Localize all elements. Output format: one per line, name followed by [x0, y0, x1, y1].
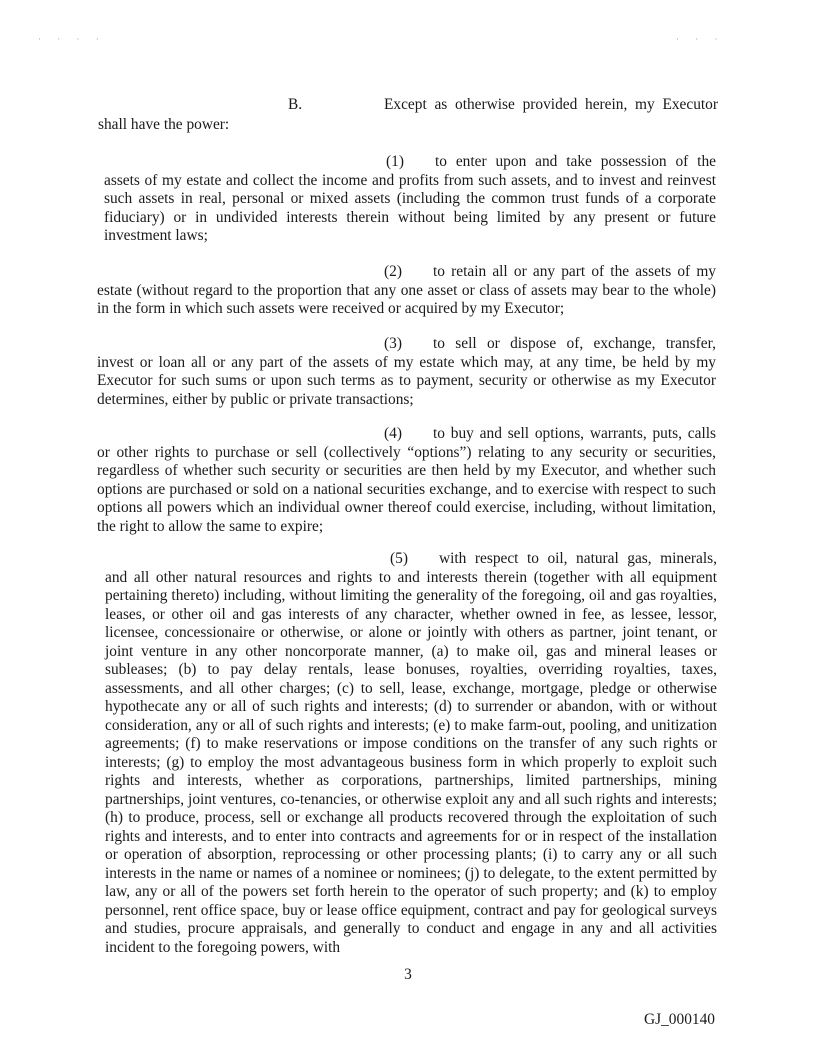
paragraph-first-line [386, 153, 716, 172]
bates-number: GJ_000140 [644, 1011, 715, 1028]
power-paragraph [104, 153, 716, 246]
paragraph-body: and all other natural resources and rights to and interests therein (together with all equipment pertaining thereto) including, without limiting the generality of the foregoing, oil and gas royalties, leases, or other oil and gas interests of any character, whether owned in fee, as lessee, lessor, licensee, concessionaire or otherwise, or alone or jointly with others as partner, joint tenant, or joint venture in any other noncorporate manner, (a) to make oil, gas and mineral leases or subleases; (b) to pay delay rentals, lease bonuses, royalties, overriding royalties, taxes, assessments, and all other charges; (c) to sell, lease, exchange, mortgage, pledge or otherwise hypothecate any or all of such rights and interests; (d) to surrender or abandon, with or without consideration, any or all of such rights and interests; (e) to make farm-out, pooling, and unitization agreements; (f) to make reservations or impose conditions on the transfer of any such rights or interests; (g) to employ the most advantageous business form in which properly to exploit such rights and interests, whether as corporations, partnerships, limited partnerships, mining partnerships, joint ventures, co-tenancies, or otherwise exploit any and all such rights and interests; (h) to produce, process, sell or exchange all products recovered through the exploitation of such rights and interests, and to enter into contracts and agreements for or in respect of the installation or operation of absorption, reprocessing or other processing plants; (i) to carry any or all such interests in the name or names of a nominee or nominees; (j) to delegate, to the extent permitted by law, any or all of the powers set forth herein to the operator of such property; and (k) to employ personnel, rent office space, buy or lease office equipment, contract and pay for geological surveys and studies, procure appraisals, and generally to conduct and engage in any and all activities incident to the foregoing powers, with [105, 568, 717, 956]
page-number: 3 [404, 966, 412, 983]
paragraph-number: (1) [386, 153, 404, 170]
power-paragraph [97, 263, 716, 319]
power-paragraph [97, 425, 716, 536]
paragraph-body: estate (without regard to the proportion that any one asset or class of assets may bear to the whole) in the form in which such assets were received or acquired by my Executor; [97, 281, 716, 317]
paragraph-first-line [384, 263, 716, 282]
paragraph-number: (2) [384, 263, 402, 280]
paragraph-first-line [384, 335, 716, 354]
section-letter: B. [288, 96, 303, 113]
paragraph-number: (3) [384, 335, 402, 352]
section-intro: Except as otherwise provided herein, my Executor [384, 96, 718, 113]
scan-artifact-top-left: · · · · [38, 34, 106, 44]
section-intro-continuation: shall have the power: [98, 116, 230, 133]
paragraph-first-line [384, 425, 716, 444]
paragraph-first-text: to enter upon and take possession of the [435, 153, 716, 170]
power-paragraph [97, 335, 716, 409]
paragraph-first-text: to buy and sell options, warrants, puts, calls [433, 425, 716, 442]
paragraph-first-text: to sell or dispose of, exchange, transfer, [433, 335, 716, 352]
paragraph-number: (5) [390, 550, 408, 567]
paragraph-first-text: to retain all or any part of the assets of my [433, 263, 716, 280]
paragraph-body: assets of my estate and collect the income and profits from such assets, and to invest and reinvest such assets in real, personal or mixed assets (including the common trust funds of a corporate fiduciary) or in undivided interests therein without being limited by any present or future investment laws; [104, 171, 716, 244]
paragraph-body: invest or loan all or any part of the assets of my estate which may, at any time, be held by my Executor for such sums or upon such terms as to payment, security or otherwise as my Executor determines, either by public or private transactions; [97, 353, 716, 408]
paragraph-number: (4) [384, 425, 402, 442]
paragraph-first-line [390, 550, 717, 569]
power-paragraph [105, 550, 717, 957]
scan-artifact-top-right: · · · [676, 34, 725, 44]
paragraph-first-text: with respect to oil, natural gas, minerals, [439, 550, 717, 567]
paragraph-body: or other rights to purchase or sell (collectively “options”) relating to any security or securities, regardless of whether such security or securities are then held by my Executor, and whether such options are purchased or sold on a national securities exchange, and to exercise with respect to such options all powers which an individual owner thereof could exercise, including, without limitation, the right to allow the same to expire; [97, 443, 716, 535]
